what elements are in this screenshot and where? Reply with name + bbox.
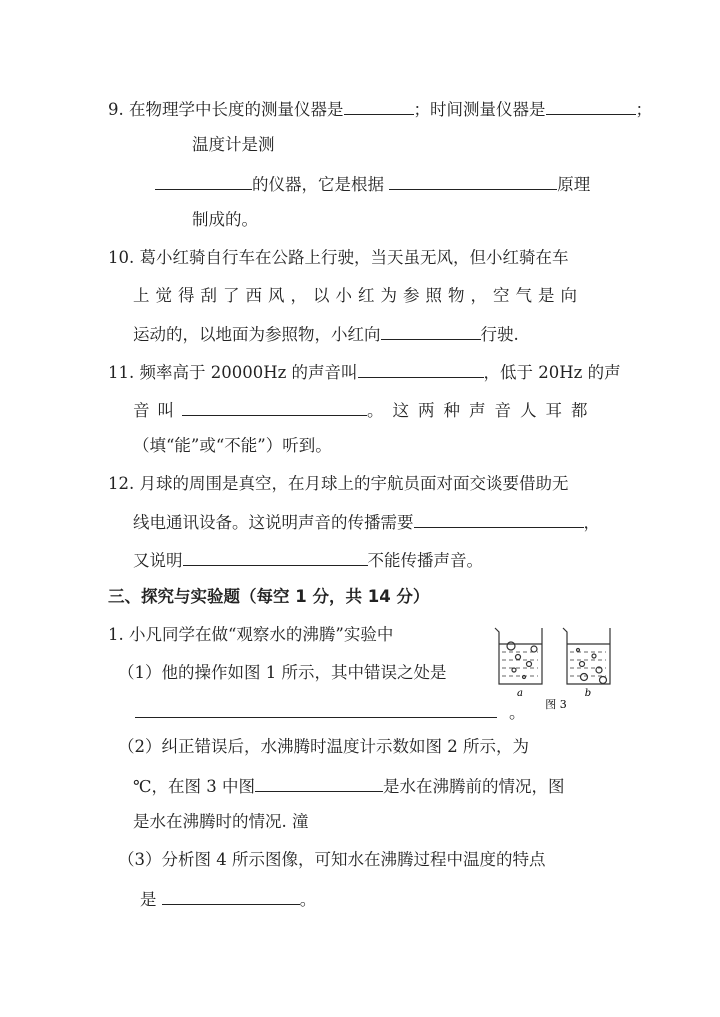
e1-line1: 1. 小凡同学在做“观察水的沸腾”实验中 <box>108 625 394 644</box>
answer-blank[interactable] <box>183 549 368 566</box>
q11-line3: （填“能”或“不能”）听到。 <box>133 436 332 455</box>
q11-line1 <box>108 361 621 383</box>
text: 。这两种声音人耳都 <box>367 401 597 420</box>
text: 行驶. <box>480 325 519 344</box>
figure-caption: 图 3 <box>545 698 567 711</box>
q10-line2: 上觉得刮了西风，以小红为参照物，空气是向 <box>133 286 583 305</box>
q10-line1: 10. 葛小红骑自行车在公路上行驶，当天虽无风，但小红骑在车 <box>108 248 569 267</box>
text: ；时间测量仪器是 <box>413 100 546 119</box>
text: 。 <box>509 703 526 722</box>
text: 原理 <box>557 175 591 194</box>
e1-line6: 是水在沸腾时的情况. 潼 <box>133 812 309 831</box>
text: 的仪器，它是根据 <box>252 175 390 194</box>
e1-line3 <box>135 701 526 723</box>
e1-line8 <box>140 888 316 910</box>
text: 运动的，以地面为参照物，小红向 <box>133 325 381 344</box>
text: 又说明 <box>133 551 183 570</box>
text: ℃，在图 3 中图 <box>133 777 255 796</box>
text: ， <box>583 513 600 532</box>
q11-line2 <box>133 399 597 421</box>
label-a: a <box>517 688 523 699</box>
answer-blank[interactable] <box>135 701 497 718</box>
beaker-a <box>495 628 542 684</box>
answer-blank[interactable] <box>389 173 557 190</box>
answer-blank[interactable] <box>155 173 252 190</box>
text: 是 <box>140 890 162 909</box>
e1-line5 <box>133 775 564 797</box>
answer-blank[interactable] <box>182 399 367 416</box>
answer-blank[interactable] <box>344 98 414 115</box>
q9-line2: 温度计是测 <box>192 135 275 154</box>
q9-line1 <box>108 98 652 120</box>
beaker-b <box>563 628 610 684</box>
q10-line3 <box>133 323 519 345</box>
q12-line3 <box>133 549 483 571</box>
answer-blank[interactable] <box>414 511 584 528</box>
text: ； <box>635 100 652 119</box>
text: ，低于 20Hz 的声 <box>483 363 621 382</box>
q12-line1: 12. 月球的周围是真空，在月球上的宇航员面对面交谈要借助无 <box>108 474 569 493</box>
q12-line2 <box>133 511 600 533</box>
text: 9. 在物理学中长度的测量仪器是 <box>108 100 344 119</box>
q9-line3 <box>155 173 590 195</box>
text: 线电通讯设备。这说明声音的传播需要 <box>133 513 414 532</box>
e1-line7: （3）分析图 4 所示图像，可知水在沸腾过程中温度的特点 <box>118 850 546 869</box>
answer-blank[interactable] <box>381 323 481 340</box>
text: 11. 频率高于 20000Hz 的声音叫 <box>108 363 358 382</box>
e1-line4: （2）纠正错误后，水沸腾时温度计示数如图 2 所示，为 <box>118 737 529 756</box>
answer-blank[interactable] <box>546 98 636 115</box>
q9-line4: 制成的。 <box>192 210 258 229</box>
answer-blank[interactable] <box>162 888 300 905</box>
section-title: 三、探究与实验题（每空 1 分，共 14 分） <box>108 587 430 606</box>
answer-blank[interactable] <box>358 361 484 378</box>
figure-3-beakers <box>490 622 620 714</box>
label-b: b <box>584 688 592 699</box>
text: 是水在沸腾前的情况，图 <box>382 777 565 796</box>
text: 。 <box>299 890 317 909</box>
e1-line2: （1）他的操作如图 1 所示，其中错误之处是 <box>118 663 447 682</box>
text: 音叫 <box>133 401 182 420</box>
answer-blank[interactable] <box>255 775 383 792</box>
text: 不能传播声音。 <box>367 551 483 570</box>
